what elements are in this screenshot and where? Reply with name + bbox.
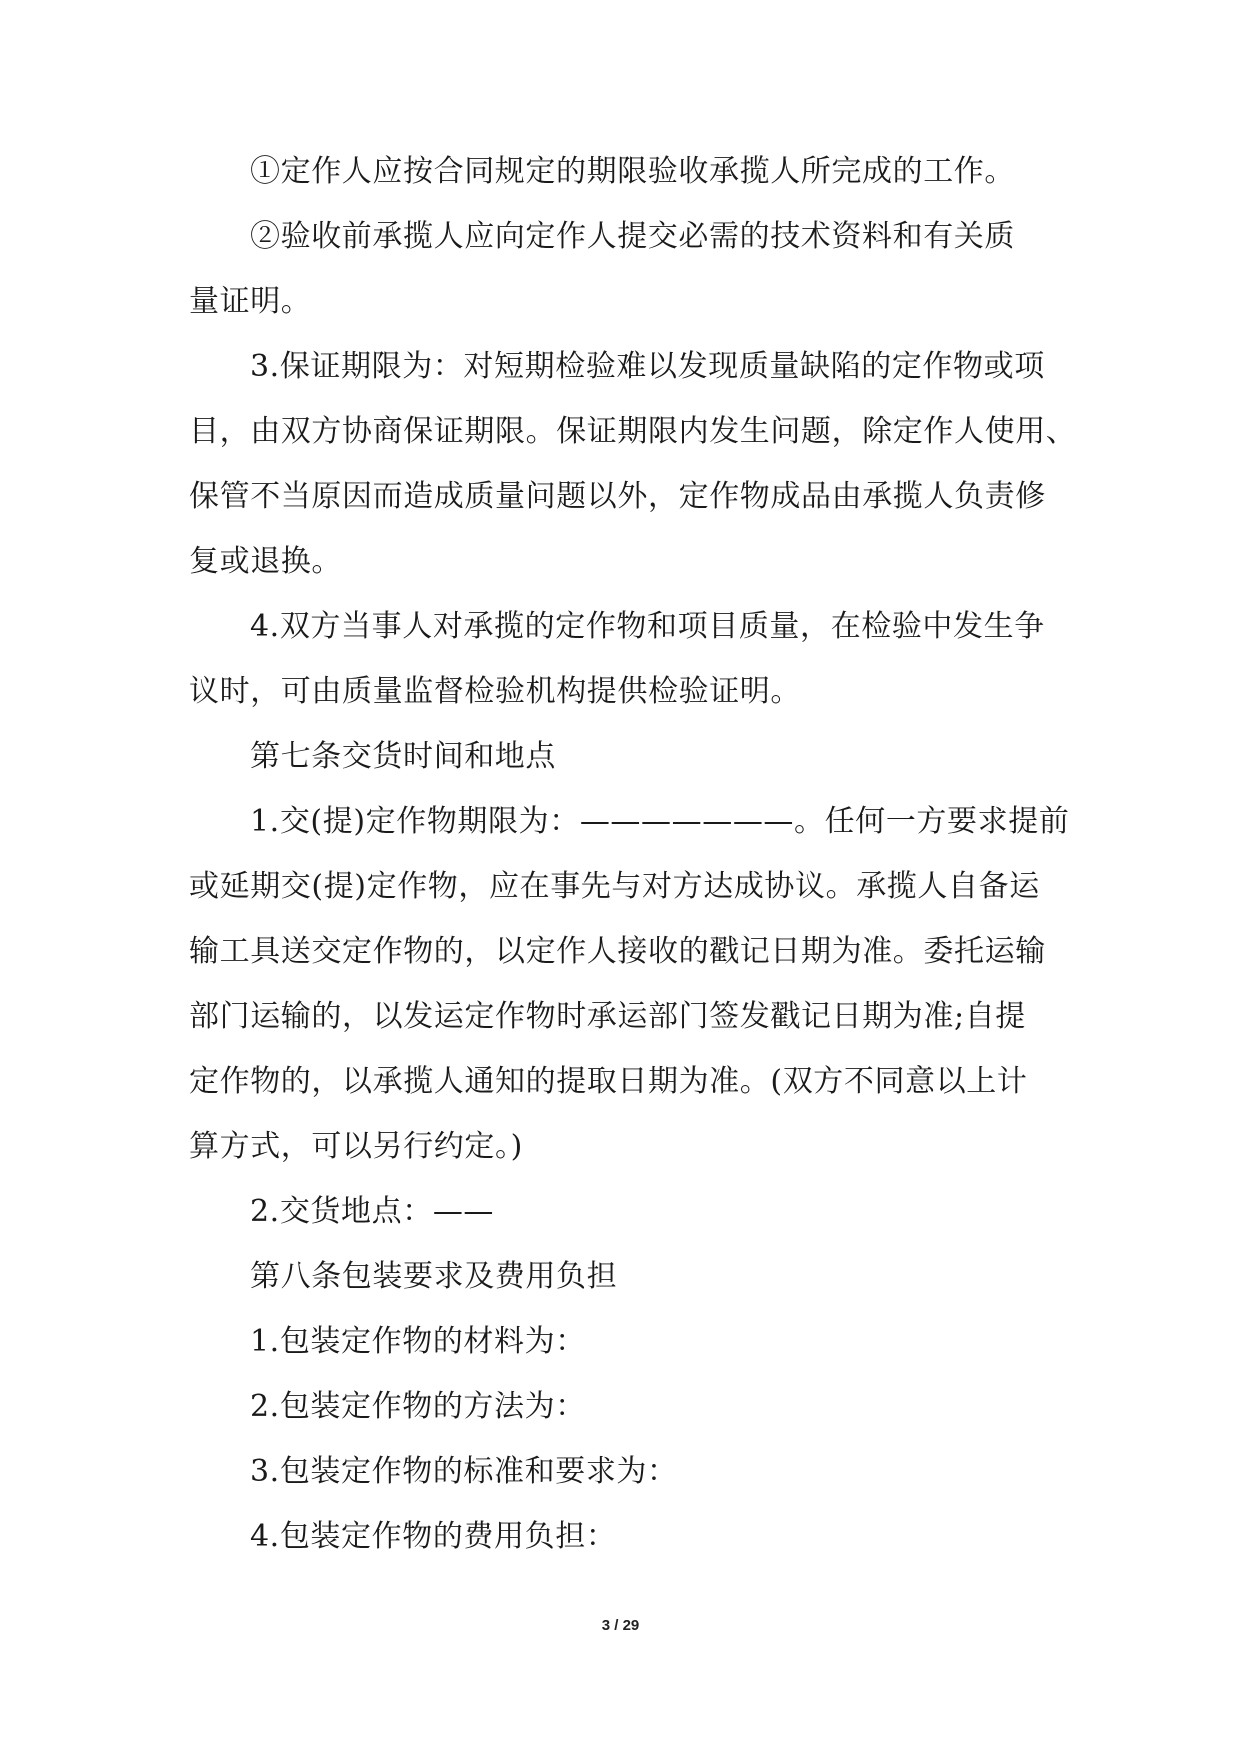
text-line: 议时，可由质量监督检验机构提供检验证明。 <box>189 674 801 709</box>
text-line: 保管不当原因而造成质量问题以外，定作物成品由承揽人负责修 <box>189 479 1046 514</box>
section-heading: 第七条交货时间和地点 <box>250 739 556 774</box>
text-line: 目，由双方协商保证期限。保证期限内发生问题，除定作人使用、 <box>189 414 1077 449</box>
text-line: ②验收前承揽人应向定作人提交必需的技术资料和有关质 <box>250 219 1015 254</box>
text-line: 定作物的，以承揽人通知的提取日期为准。(双方不同意以上计 <box>189 1064 1028 1099</box>
text-line: 量证明。 <box>189 284 312 319</box>
text-line: 输工具送交定作物的，以定作人接收的戳记日期为准。委托运输 <box>189 934 1046 969</box>
text-line: 部门运输的，以发运定作物时承运部门签发戳记日期为准;自提 <box>189 999 1026 1034</box>
text-line: 复或退换。 <box>189 544 342 579</box>
text-line: 或延期交(提)定作物，应在事先与对方达成协议。承揽人自备运 <box>189 869 1040 904</box>
text-line: 4.包装定作物的费用负担： <box>250 1519 617 1554</box>
document-body <box>189 150 1077 1580</box>
text-line: 3.保证期限为：对短期检验难以发现质量缺陷的定作物或项 <box>250 349 1045 384</box>
text-line: 2.交货地点：—— <box>250 1194 495 1229</box>
text-line: 1.包装定作物的材料为： <box>250 1324 586 1359</box>
text-line: 1.交(提)定作物期限为：———————。任何一方要求提前 <box>250 804 1070 839</box>
text-line: 4.双方当事人对承揽的定作物和项目质量，在检验中发生争 <box>250 609 1045 644</box>
section-heading: 第八条包装要求及费用负担 <box>250 1259 618 1294</box>
text-line: 算方式，可以另行约定。) <box>189 1129 523 1164</box>
page-number: 3 / 29 <box>601 1617 640 1634</box>
text-line: 3.包装定作物的标准和要求为： <box>250 1454 678 1489</box>
text-line: 2.包装定作物的方法为： <box>250 1389 586 1424</box>
text-line: ①定作人应按合同规定的期限验收承揽人所完成的工作。 <box>250 154 1015 189</box>
